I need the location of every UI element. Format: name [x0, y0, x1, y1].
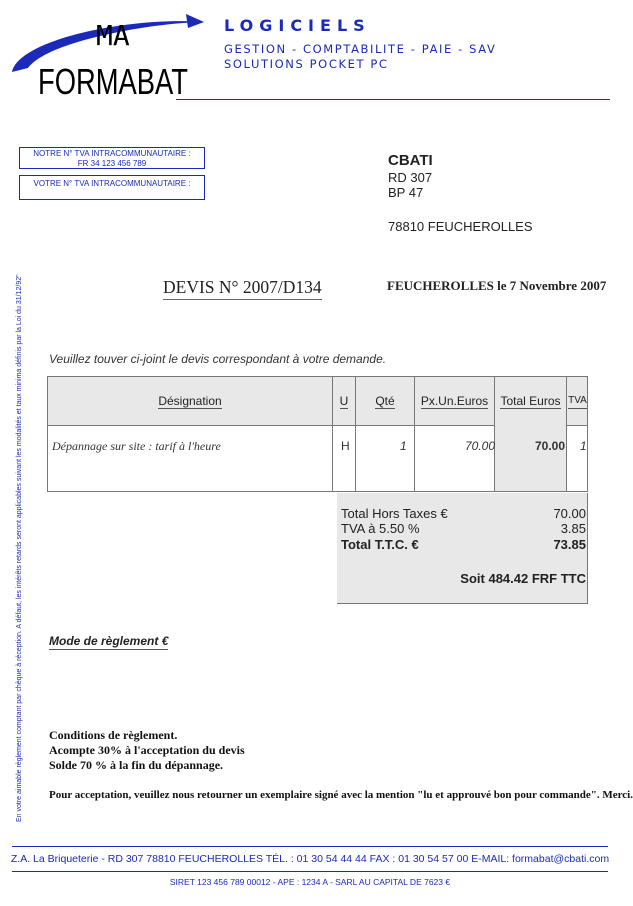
tva-label: TVA à 5.50 % — [341, 521, 420, 536]
column-header-unit — [333, 377, 355, 425]
quote-title: DEVIS N° 2007/D134 — [163, 277, 322, 300]
total-frf: Soit 484.42 FRF TTC — [460, 571, 586, 586]
our-vat-box — [19, 147, 205, 169]
recipient-name: CBATI — [388, 152, 433, 169]
conditions-deposit: Acompte 30% à l'acceptation du devis — [49, 743, 245, 757]
recipient-address-line1: RD 307 — [388, 170, 433, 185]
qty-header-label: Qté — [375, 393, 395, 408]
column-header-total — [495, 377, 566, 425]
footer-siret: SIRET 123 456 789 00012 - APE : 1234 A - SARL AU CAPITAL DE 7623 € — [169, 877, 451, 887]
your-vat-box — [19, 175, 205, 200]
logo-main-text: FORMABAT — [38, 61, 188, 102]
total-ht-value: 70.00 — [553, 506, 586, 521]
our-vat-number: FR 34 123 456 789 — [77, 159, 147, 168]
column-header-qty — [356, 377, 414, 425]
brand-title: LOGICIELS — [224, 16, 371, 35]
recipient-city: 78810 FEUCHEROLLES — [388, 219, 533, 234]
row-qty: 1 — [400, 439, 407, 453]
total-ht-row — [341, 506, 586, 521]
tva-header-label: TVA — [568, 394, 587, 409]
unit-price-header-label: Px.Un.Euros — [420, 393, 489, 408]
conditions-title: Conditions de règlement. — [49, 728, 178, 742]
total-ht-label: Total Hors Taxes € — [341, 506, 448, 521]
logo-top-text: MA — [96, 19, 130, 52]
total-ttc-label: Total T.T.C. € — [341, 537, 419, 552]
total-header-label: Total Euros — [500, 393, 561, 408]
column-header-designation — [48, 377, 332, 425]
header-divider — [176, 99, 610, 100]
footer-divider-top — [12, 846, 608, 847]
designation-header-label: Désignation — [158, 393, 222, 408]
footer-divider-bottom — [12, 871, 608, 872]
column-header-unit-price — [415, 377, 494, 425]
recipient-address-line2: BP 47 — [388, 185, 424, 200]
quote-intro: Veuillez touver ci-joint le devis correspondant à votre demande. — [49, 352, 387, 366]
tva-value: 3.85 — [560, 521, 586, 536]
conditions-balance: Solde 70 % à la fin du dépannage. — [49, 758, 224, 772]
total-column-shade — [495, 425, 566, 491]
row-total: 70.00 — [535, 439, 566, 453]
our-vat-label: NOTRE N° TVA INTRACOMMUNAUTAIRE : — [33, 149, 191, 158]
footer-address: Z.A. La Briqueterie - RD 307 78810 FEUCHEROLLES TÉL. : 01 30 54 44 44 FAX : 01 30 54 57 00 E-MAIL: formabat@cbati.com — [10, 853, 610, 865]
quote-place-date: FEUCHEROLLES le 7 Novembre 2007 — [387, 278, 607, 293]
row-designation: Dépannage sur site : tarif à l'heure — [52, 439, 221, 453]
unit-header-label: U — [339, 393, 349, 408]
formabat-logo — [8, 12, 208, 112]
totals-box — [337, 493, 588, 604]
payment-terms-side-note: En votre aimable règlement comptant par chèque à réception. A défaut, les intérêts retards seront applicables suivant les modalités et taux minima définis par la Loi du 31/12/92" — [16, 274, 23, 822]
tagline-solutions: SOLUTIONS POCKET PC — [224, 57, 389, 71]
row-unit: H — [341, 439, 350, 453]
tagline-services: GESTION - COMPTABILITE - PAIE - SAV — [224, 42, 497, 56]
row-tva-code: 1 — [580, 439, 587, 453]
tva-row — [341, 521, 586, 536]
row-unit-price: 70.00 — [465, 439, 496, 453]
payment-mode-label: Mode de règlement € — [49, 634, 169, 648]
acceptance-note: Pour acceptation, veuillez nous retourner un exemplaire signé avec la mention "lu et approuvé bon pour commande". Merci. — [49, 789, 633, 801]
total-ttc-value: 73.85 — [553, 537, 586, 552]
quote-table — [47, 376, 588, 492]
column-header-tva — [567, 377, 588, 425]
total-ttc-row — [341, 537, 586, 552]
your-vat-label: VOTRE N° TVA INTRACOMMUNAUTAIRE : — [33, 179, 191, 188]
